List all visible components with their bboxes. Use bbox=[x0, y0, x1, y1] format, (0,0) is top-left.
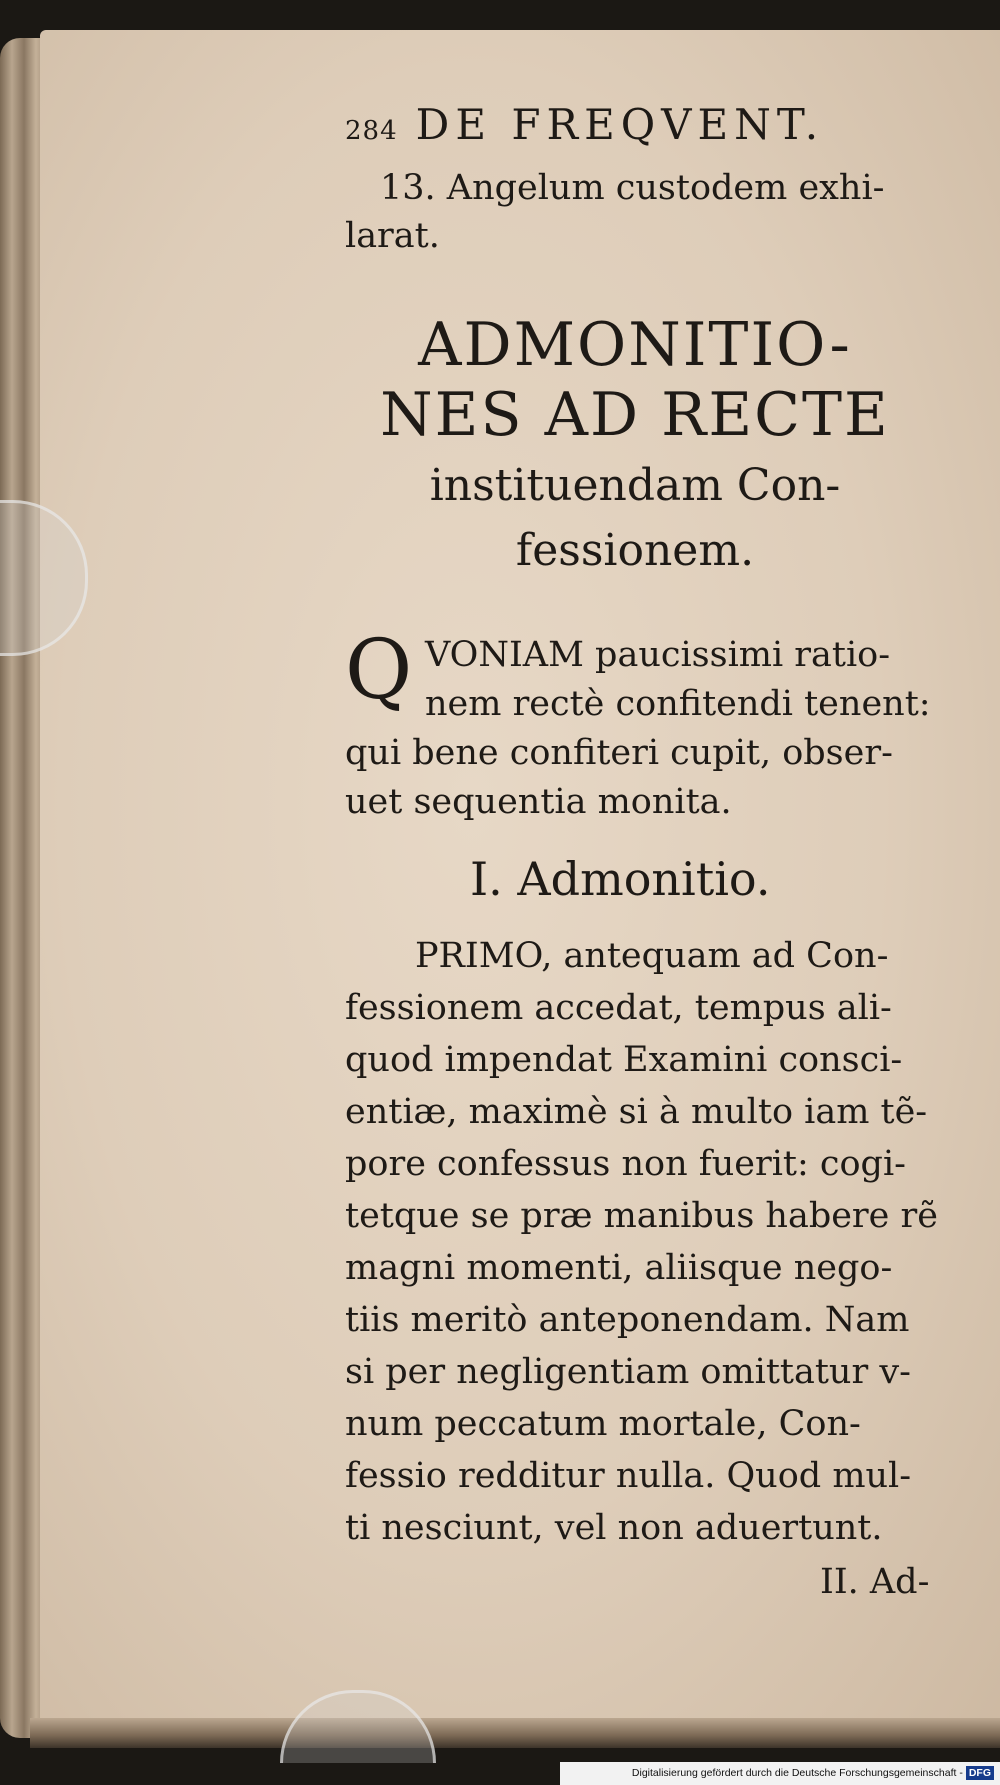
paragraph-line: tiis meritò anteponendam. Nam bbox=[345, 1300, 910, 1340]
subtitle-line: instituendam Con- bbox=[429, 460, 841, 511]
text-line: larat. bbox=[345, 216, 440, 256]
drop-cap: Q bbox=[345, 623, 413, 718]
paragraph-line: pore confessus non fuerit: cogi- bbox=[345, 1144, 906, 1184]
title-line: ADMONITIO- bbox=[418, 310, 852, 380]
section-heading: I. Admonitio. bbox=[470, 852, 771, 906]
page-number: 284 bbox=[345, 116, 398, 146]
paragraph-line: entiæ, maximè si à multo iam tẽ- bbox=[345, 1092, 928, 1132]
paragraph-line: PRIMO, antequam ad Con- bbox=[415, 936, 889, 976]
intro-line: VONIAM paucissimi ratio- bbox=[425, 635, 891, 675]
paragraph-line: tetque se præ manibus habere rẽ bbox=[345, 1196, 938, 1236]
dfg-logo: DFG bbox=[966, 1766, 994, 1780]
catchword: II. Ad- bbox=[820, 1562, 930, 1602]
text-line: 13. Angelum custodem exhi- bbox=[380, 168, 885, 208]
paragraph-line: magni momenti, aliisque nego- bbox=[345, 1248, 893, 1288]
page-bottom-edge bbox=[30, 1718, 1000, 1748]
paragraph-line: quod impendat Examini consci- bbox=[345, 1040, 903, 1080]
paragraph-line: ti nesciunt, vel non aduertunt. bbox=[345, 1508, 883, 1548]
subtitle-line: fessionem. bbox=[515, 525, 755, 576]
title-line: NES AD RECTE bbox=[380, 380, 890, 450]
intro-line: uet sequentia monita. bbox=[345, 782, 732, 822]
running-header bbox=[345, 100, 824, 149]
credit-text: Digitalisierung gefördert durch die Deutsche Forschungsgemeinschaft - bbox=[631, 1767, 963, 1779]
paragraph-line: si per negligentiam omittatur v- bbox=[345, 1352, 911, 1392]
intro-line: nem rectè confitendi tenent: bbox=[425, 684, 931, 724]
intro-line: qui bene confiteri cupit, obser- bbox=[345, 733, 893, 773]
digitization-credit bbox=[560, 1762, 1000, 1785]
paragraph-line: fessionem accedat, tempus ali- bbox=[345, 988, 892, 1028]
paragraph-line: fessio redditur nulla. Quod mul- bbox=[345, 1456, 912, 1496]
running-title: DE FREQVENT. bbox=[415, 100, 825, 149]
paragraph-line: num peccatum mortale, Con- bbox=[345, 1404, 861, 1444]
